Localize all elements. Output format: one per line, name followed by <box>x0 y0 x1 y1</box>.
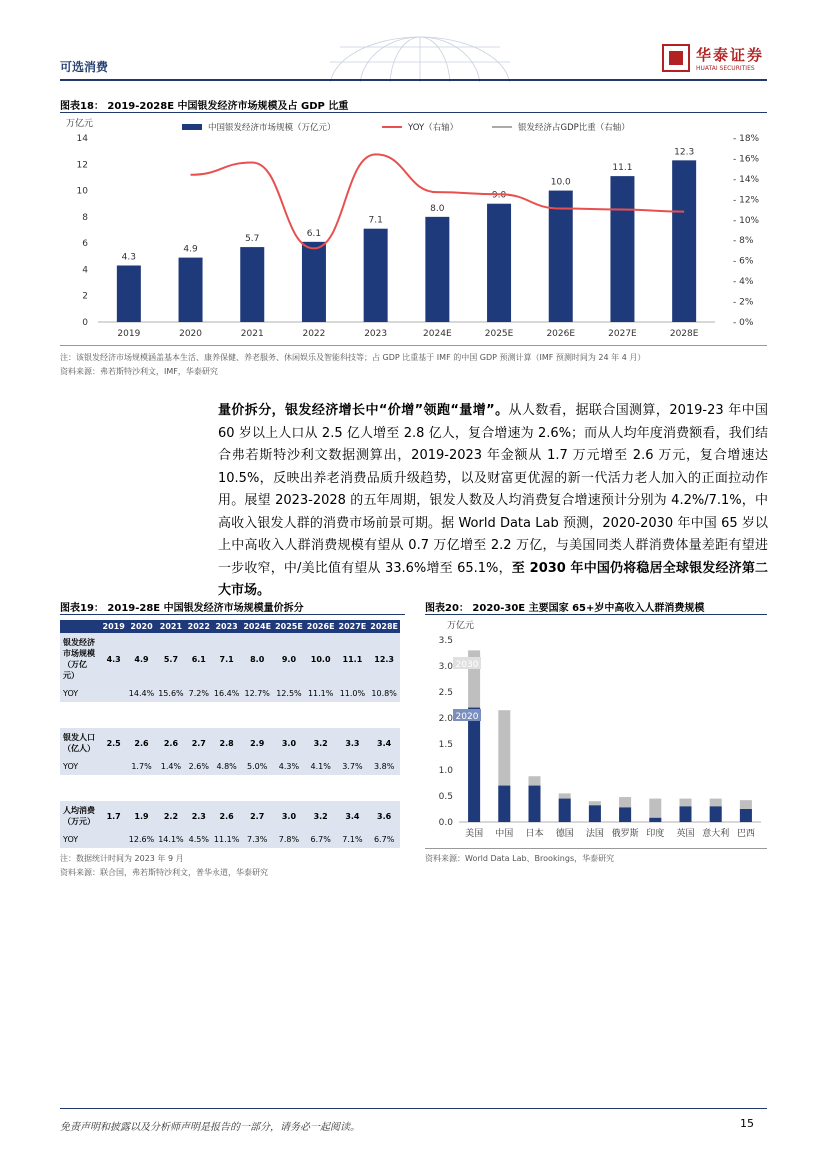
section-label: 可选消费 <box>60 60 109 74</box>
table-header-cell: 2025E <box>275 622 303 631</box>
table-row-label: 银发人口（亿人） <box>63 733 95 753</box>
table-cell: 12.3 <box>374 654 394 664</box>
table-cell: 2.6% <box>188 762 209 771</box>
fig18-y-tick: 8 <box>82 212 88 223</box>
fig20-bar-2020 <box>589 805 601 822</box>
fig18-y-tick: 10 <box>76 186 88 197</box>
fig19-rule <box>60 614 405 615</box>
table-cell: 12.6% <box>128 835 155 844</box>
fig18-rule <box>60 112 767 113</box>
table-cell: 3.8% <box>373 762 395 771</box>
fig20-x-tick: 日本 <box>525 829 544 839</box>
fig20-bar-2020 <box>710 806 722 822</box>
table-cell: 7.3% <box>247 835 268 844</box>
fig18-bar <box>672 160 696 322</box>
fig19-table-grid <box>60 620 400 848</box>
fig20-x-tick: 巴西 <box>736 829 755 839</box>
fig18-data-label: 9.0 <box>491 190 507 201</box>
table-cell <box>101 758 127 775</box>
fig18-data-label: 5.7 <box>245 234 260 245</box>
table-cell: 16.4% <box>213 689 240 698</box>
fig20-bar-2020 <box>529 786 541 822</box>
fig20-x-tick: 中国 <box>495 829 514 839</box>
fig18-y-tick: 6 <box>82 239 88 250</box>
fig18-legend-label: 中国银发经济市场规模（万亿元） <box>208 123 336 133</box>
fig18-x-tick: 2021 <box>240 329 264 339</box>
fig19-title: 图表19： 2019-28E 中国银发经济市场规模量价拆分 <box>60 603 304 614</box>
fig20-legend-label-2030: 2030 <box>455 660 479 670</box>
table-header-cell: 2022 <box>187 622 210 631</box>
table-row <box>60 831 400 848</box>
fig18-bar <box>302 242 326 322</box>
table-cell: 4.1% <box>310 762 331 771</box>
table-cell: 2.7 <box>250 811 265 821</box>
body-paragraph <box>218 400 768 603</box>
table-cell: 2.6 <box>163 738 179 748</box>
fig20-x-tick: 俄罗斯 <box>611 829 639 839</box>
table-cell: 3.4 <box>345 811 360 821</box>
fig18-y2-tick: - 16% <box>733 154 760 165</box>
table-header-cell <box>60 620 101 633</box>
table-cell: 11.0% <box>339 689 366 698</box>
fig18-data-label: 8.0 <box>430 203 445 214</box>
fig18-note: 注：该银发经济市场规模涵盖基本生活、康养保健、养老服务、休闲娱乐及智能科技等；占 GDP 比重基于 IMF 的中国 GDP 预测计算（IMF 预测时间为 24 年 4 月） <box>60 353 646 362</box>
fig18-x-tick: 2024E <box>423 329 452 339</box>
fig18-bar <box>610 176 634 322</box>
fig19-table <box>60 620 400 848</box>
table-cell: 8.0 <box>250 654 265 664</box>
fig20-y-tick: 0.5 <box>438 792 453 802</box>
table-spacer-cell <box>60 775 400 801</box>
table-cell: 4.5% <box>188 835 209 844</box>
fig18-y2-tick: - 2% <box>733 297 754 308</box>
fig20-x-tick: 法国 <box>585 829 604 839</box>
table-row-label: YOY <box>63 762 79 771</box>
table-cell: 12.7% <box>244 689 270 698</box>
fig18-x-tick: 2023 <box>364 329 388 339</box>
table-cell: 11.1% <box>213 835 240 844</box>
fig18-legend-label: YOY（右轴） <box>408 123 459 133</box>
table-row <box>60 685 400 702</box>
table-cell: 6.7% <box>373 835 395 844</box>
fig18-title: 图表18： 2019-2028E 中国银发经济市场规模及占 GDP 比重 <box>60 101 349 112</box>
logo-name: 华泰证券 <box>696 46 765 64</box>
table-row <box>60 728 400 758</box>
table-cell: 3.0 <box>281 811 297 821</box>
fig18-x-tick: 2028E <box>669 329 699 339</box>
fig20-legend-label-2020: 2020 <box>455 712 479 722</box>
fig18-y-tick: 4 <box>82 265 88 276</box>
fig20-bar-2020 <box>740 809 752 822</box>
table-row-label: YOY <box>63 835 79 844</box>
table-cell: 3.4 <box>377 738 392 748</box>
table-cell: 3.2 <box>313 811 328 821</box>
fig18-y2-tick: - 12% <box>733 195 760 206</box>
fig18-y2-tick: - 8% <box>733 236 754 247</box>
fig18-y2-tick: - 4% <box>733 277 754 288</box>
fig18-source: 资料来源：弗若斯特沙利文，IMF，华泰研究 <box>60 367 218 376</box>
fig18-x-tick: 2026E <box>546 329 576 339</box>
table-cell: 6.7% <box>310 835 331 844</box>
table-cell: 2.5 <box>106 738 121 748</box>
table-cell: 4.8% <box>216 762 237 771</box>
table-row-label: 银发经济市场规模（万亿元） <box>63 638 95 680</box>
fig18-x-tick: 2025E <box>484 329 514 339</box>
fig20-x-tick: 德国 <box>555 829 574 839</box>
fig18-data-label: 10.0 <box>550 177 571 188</box>
fig20-y-tick: 1.0 <box>438 766 453 776</box>
table-cell: 6.1 <box>191 654 206 664</box>
table-cell: 14.4% <box>128 689 155 698</box>
fig18-legend-label: 银发经济占GDP比重（右轴） <box>518 123 630 133</box>
fig18-x-tick: 2019 <box>117 329 141 339</box>
table-row-label: 人均消费（万元） <box>63 806 95 826</box>
fig20-rule <box>425 614 767 615</box>
table-cell: 2.6 <box>134 738 149 748</box>
table-cell: 3.2 <box>313 738 328 748</box>
fig18-x-tick: 2027E <box>608 329 637 339</box>
table-header-cell: 2024E <box>243 622 272 631</box>
table-header-cell: 2023 <box>215 622 238 631</box>
fig20-title: 图表20： 2020-30E 主要国家 65+岁中高收入人群消费规模 <box>425 603 705 614</box>
table-cell: 10.0 <box>310 654 331 664</box>
table-cell: 15.6% <box>158 689 184 698</box>
body-text: 从人数看，据联合国测算，2019-23 年中国 60 岁以上人口从 2.5 亿人增至 2.8 亿人，复合增速为 2.6%；而从人均年度消费额看，我们结合弗若斯特沙利文数据测算出，2019-2023 年金额从 1.7 万元增至 2.6 万元，复合增速达 10.5%，反映出养老消费品质升级趋势，以及财富更优渥的新一代活力老人加入的正面拉动作用。展望 2023-2028 的五年周期，银发人数及人均消费复合增速预计分别为 4.2%/7.1%，中高收入银发人群的消费市场前景可期。据 World Data Lab 预测，2020-2030 年中国 65 岁以上中高收入人群消费规模有望从 0.7 万亿增至 2.2 万亿，与美国同类人群消费体量差距有望进一步收窄，中/美比值有望从 33.6%增至 65.1%， <box>218 403 768 576</box>
header-rule <box>60 79 767 81</box>
table-row <box>60 633 400 685</box>
fig18-chart <box>60 114 767 342</box>
table-cell: 3.6 <box>377 811 392 821</box>
table-cell: 2.6 <box>219 811 234 821</box>
fig18-y2-tick: - 10% <box>733 215 760 226</box>
table-spacer-row <box>60 702 400 728</box>
fig20-bar-2020 <box>619 807 631 822</box>
table-spacer-row <box>60 775 400 801</box>
table-cell: 1.4% <box>160 762 182 771</box>
table-cell: 9.0 <box>281 654 297 664</box>
table-header-cell: 2028E <box>370 622 398 631</box>
table-header-cell: 2020 <box>130 622 153 631</box>
fig20-x-tick: 英国 <box>676 829 695 839</box>
fig20-source: 资料来源：World Data Lab、Brookings，华泰研究 <box>425 854 615 863</box>
table-cell: 12.5% <box>276 689 302 698</box>
fig18-bar <box>364 229 388 322</box>
fig18-bar <box>549 191 573 322</box>
table-cell: 7.2% <box>188 689 209 698</box>
fig20-bar-2020 <box>559 799 571 822</box>
huatai-logo <box>662 44 767 76</box>
table-cell: 2.3 <box>191 811 206 821</box>
table-cell <box>101 831 127 848</box>
table-cell: 2.8 <box>219 738 234 748</box>
table-cell: 1.9 <box>134 811 149 821</box>
table-cell <box>101 685 127 702</box>
fig20-bottom-rule <box>425 848 767 849</box>
table-cell: 2.2 <box>163 811 179 821</box>
fig20-y-tick: 1.5 <box>438 740 453 750</box>
fig18-y2-tick: - 6% <box>733 256 754 267</box>
fig18-y-tick: 2 <box>82 291 88 302</box>
fig20-y-tick: 3.5 <box>438 636 453 646</box>
table-cell: 4.3 <box>106 654 121 664</box>
table-cell: 5.7 <box>163 654 179 664</box>
fig20-y-tick: 2.0 <box>438 714 453 724</box>
fig20-bar-2020 <box>680 806 692 822</box>
fig18-y2-tick: - 14% <box>733 174 760 185</box>
fig20-bar-2020 <box>649 818 661 822</box>
fig18-bottom-rule <box>60 345 767 346</box>
body-bold-tail: 至 2030 年中国仍将稳居全球银发经济第二大市场。 <box>218 560 768 598</box>
table-row <box>60 801 400 831</box>
table-cell: 3.3 <box>345 738 360 748</box>
table-row <box>60 758 400 775</box>
table-cell: 5.0% <box>247 762 268 771</box>
fig18-data-label: 6.1 <box>306 228 322 239</box>
table-cell: 7.1 <box>219 654 234 664</box>
table-spacer-cell <box>60 702 400 728</box>
fig18-data-label: 7.1 <box>368 215 383 226</box>
table-cell: 2.9 <box>250 738 265 748</box>
fig18-y-tick: 14 <box>76 134 88 144</box>
fig18-y-tick: 0 <box>82 318 88 328</box>
fig20-x-tick: 印度 <box>646 829 665 839</box>
fig18-data-label: 4.3 <box>121 252 137 263</box>
table-header-row <box>60 620 400 633</box>
fig18-bar <box>425 217 449 322</box>
fig18-bar <box>487 204 511 322</box>
fig20-y-tick: 2.5 <box>438 688 453 698</box>
footer-rule <box>60 1108 767 1109</box>
footer-disclaimer: 免责声明和披露以及分析师声明是报告的一部分，请务必一起阅读。 <box>60 1122 360 1133</box>
table-row-label: YOY <box>63 689 79 698</box>
table-cell: 7.1% <box>342 835 363 844</box>
globe-graphic <box>320 32 520 82</box>
fig20-bar-2020 <box>468 708 480 822</box>
fig18-legend-swatch <box>182 124 202 130</box>
table-cell: 11.1% <box>307 689 334 698</box>
table-header-cell: 2019 <box>102 622 125 631</box>
logo-sub: HUATAI SECURITIES <box>696 65 755 72</box>
fig18-bar <box>179 258 203 322</box>
fig18-y2-tick: - 0% <box>733 318 754 328</box>
table-cell: 3.7% <box>342 762 363 771</box>
fig18-bar <box>240 247 264 322</box>
fig18-data-label: 11.1 <box>612 163 633 174</box>
fig20-chart <box>425 616 767 846</box>
fig20-y-tick: 0.0 <box>438 818 453 828</box>
fig18-y-tick: 12 <box>76 160 88 171</box>
fig19-source: 资料来源：联合国，弗若斯特沙利文，普华永道，华泰研究 <box>60 868 268 877</box>
fig19-note: 注：数据统计时间为 2023 年 9 月 <box>60 854 184 863</box>
fig18-unit-left: 万亿元 <box>66 119 94 129</box>
table-cell: 11.1 <box>342 654 363 664</box>
fig20-y-tick: 3.0 <box>438 662 453 672</box>
logo-mark-icon <box>662 44 690 72</box>
fig18-data-label: 4.9 <box>183 244 198 255</box>
table-cell: 1.7 <box>106 811 121 821</box>
fig20-unit: 万亿元 <box>447 621 475 631</box>
fig20-bar-2020 <box>498 786 510 822</box>
fig18-data-label: 12.3 <box>674 147 695 158</box>
fig20-x-tick: 美国 <box>465 829 484 839</box>
table-cell: 10.8% <box>371 689 397 698</box>
body-bold-lead: 量价拆分，银发经济增长中“价增”领跑“量增”。 <box>218 403 509 418</box>
table-header-cell: 2027E <box>338 622 367 631</box>
table-cell: 3.0 <box>281 738 297 748</box>
fig18-y2-tick: - 18% <box>733 134 760 144</box>
table-cell: 7.8% <box>278 835 300 844</box>
table-header-cell: 2021 <box>159 622 183 631</box>
table-cell: 1.7% <box>131 762 152 771</box>
fig18-x-tick: 2022 <box>302 329 326 339</box>
fig18-bar <box>117 265 141 322</box>
table-header-cell: 2026E <box>306 622 335 631</box>
table-cell: 4.9 <box>134 654 149 664</box>
fig20-x-tick: 意大利 <box>702 829 730 839</box>
table-cell: 4.3% <box>278 762 300 771</box>
table-cell: 2.7 <box>191 738 206 748</box>
fig18-x-tick: 2020 <box>179 329 203 339</box>
table-cell: 14.1% <box>158 835 184 844</box>
page-number: 15 <box>740 1117 754 1130</box>
